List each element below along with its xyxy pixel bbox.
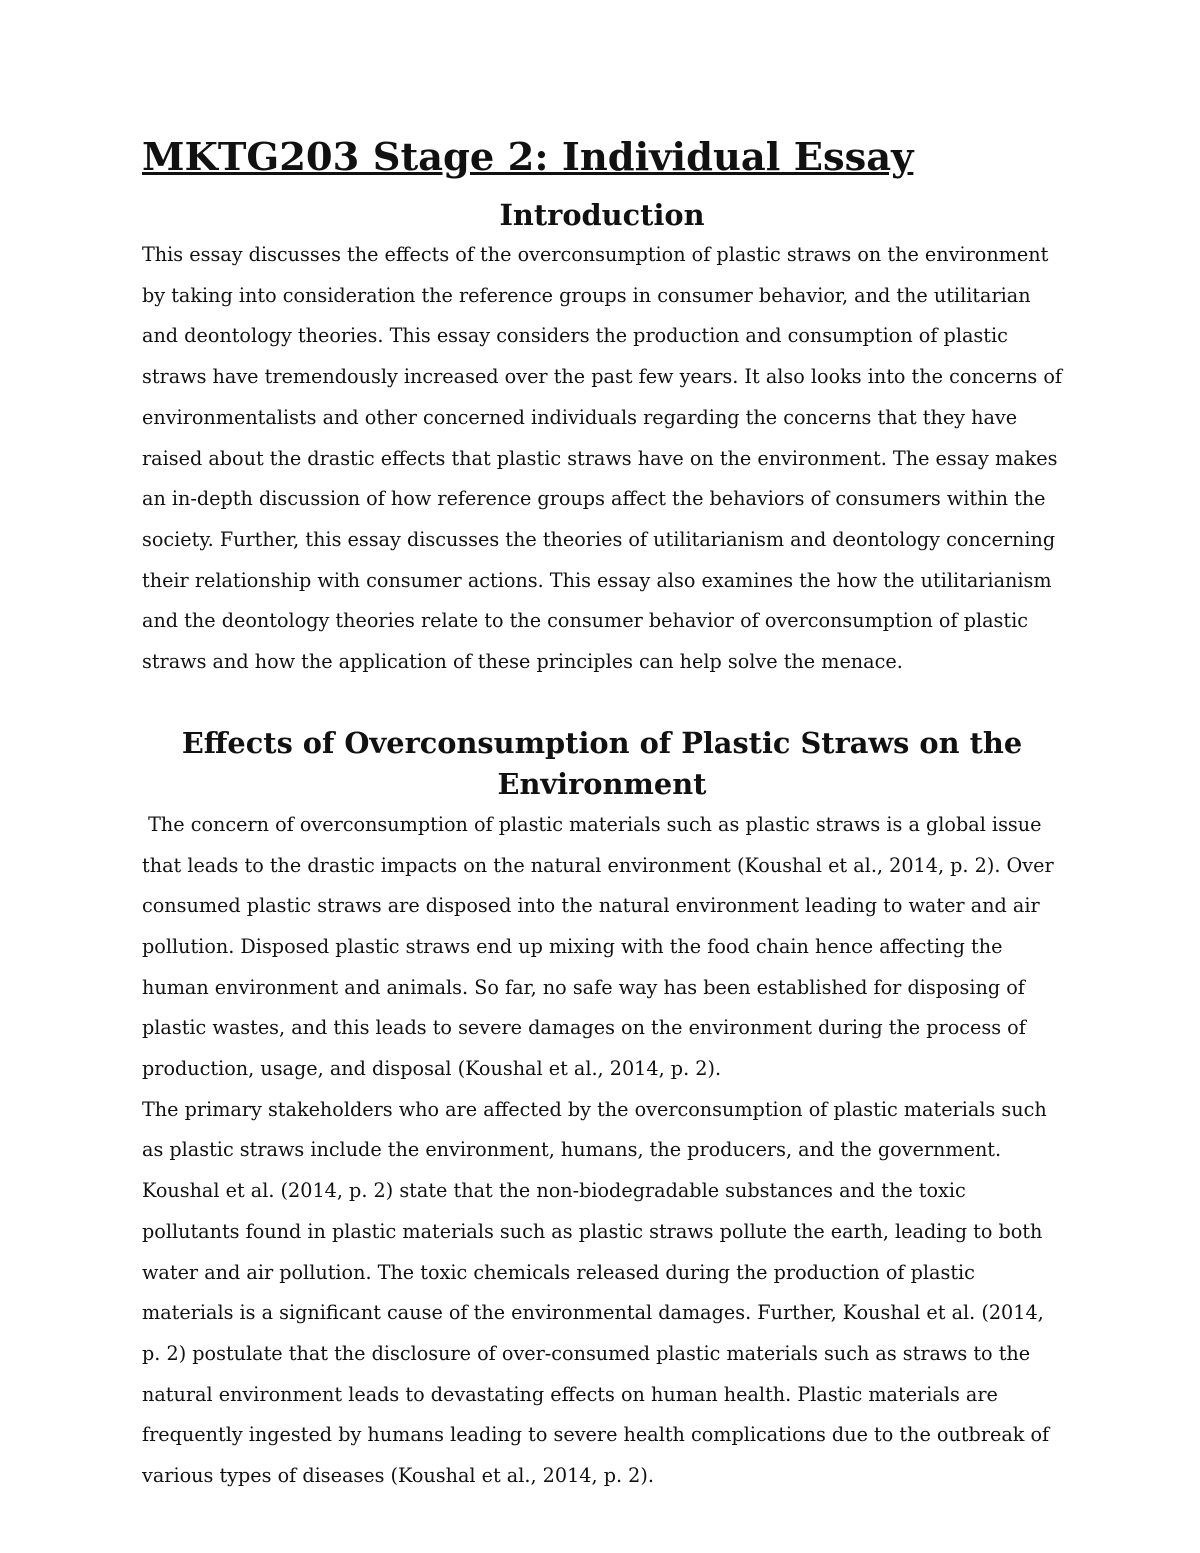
heading-introduction: Introduction xyxy=(499,198,705,232)
effects-paragraph-1: The concern of overconsumption of plastic materials such as plastic straws is a global issue that leads to the drastic impacts on the natural environment (Koushal et al., 2014, p. 2). Over consumed plastic straws are disposed into the natural environment leading to water and air pollution. Disposed plastic straws end up mixing with the food chain hence affecting the human environment and animals. So far, no safe way has been established for disposing of plastic wastes, and this leads to severe damages on the environment during the process of production, usage, and disposal (Koushal et al., 2014, p. 2). xyxy=(142,812,1060,1081)
heading-effects-of-overconsumption: Effects of Overconsumption of Plastic Straws on the Environment xyxy=(181,726,1023,802)
introduction-paragraph: This essay discusses the effects of the overconsumption of plastic straws on the environment by taking into consideration the reference groups in consumer behavior, and the utilitarian and deontology theories. This essay considers the production and consumption of plastic straws have tremendously increased over the past few years. It also looks into the concerns of environmentalists and other concerned individuals regarding the concerns that they have raised about the drastic effects that plastic straws have on the environment. The essay makes an in-depth discussion of how reference groups affect the behaviors of consumers within the society. Further, this essay discusses the theories of utilitarianism and deontology concerning their relationship with consumer actions. This essay also examines the how the utilitarianism and the deontology theories relate to the consumer behavior of overconsumption of plastic straws and how the application of these principles can help solve the menace. xyxy=(142,243,1062,674)
section-spacer xyxy=(142,683,1062,724)
effects-paragraph-2: The primary stakeholders who are affected by the overconsumption of plastic materials such as plastic straws include the environment, humans, the producers, and the government. Koushal et al. (2014, p. 2) state that the non-biodegradable substances and the toxic pollutants found in plastic materials such as plastic straws pollute the earth, leading to both water and air pollution. The toxic chemicals released during the production of plastic materials is a significant cause of the environmental damages. Further, Koushal et al. (2014, p. 2) postulate that the disclosure of over-consumed plastic materials such as straws to the natural environment leads to devastating effects on human health. Plastic materials are frequently ingested by humans leading to severe health complications due to the outbreak of various types of diseases (Koushal et al., 2014, p. 2). xyxy=(142,1097,1050,1488)
document-body xyxy=(142,135,1062,1497)
document-title: MKTG203 Stage 2: Individual Essay xyxy=(142,135,914,180)
